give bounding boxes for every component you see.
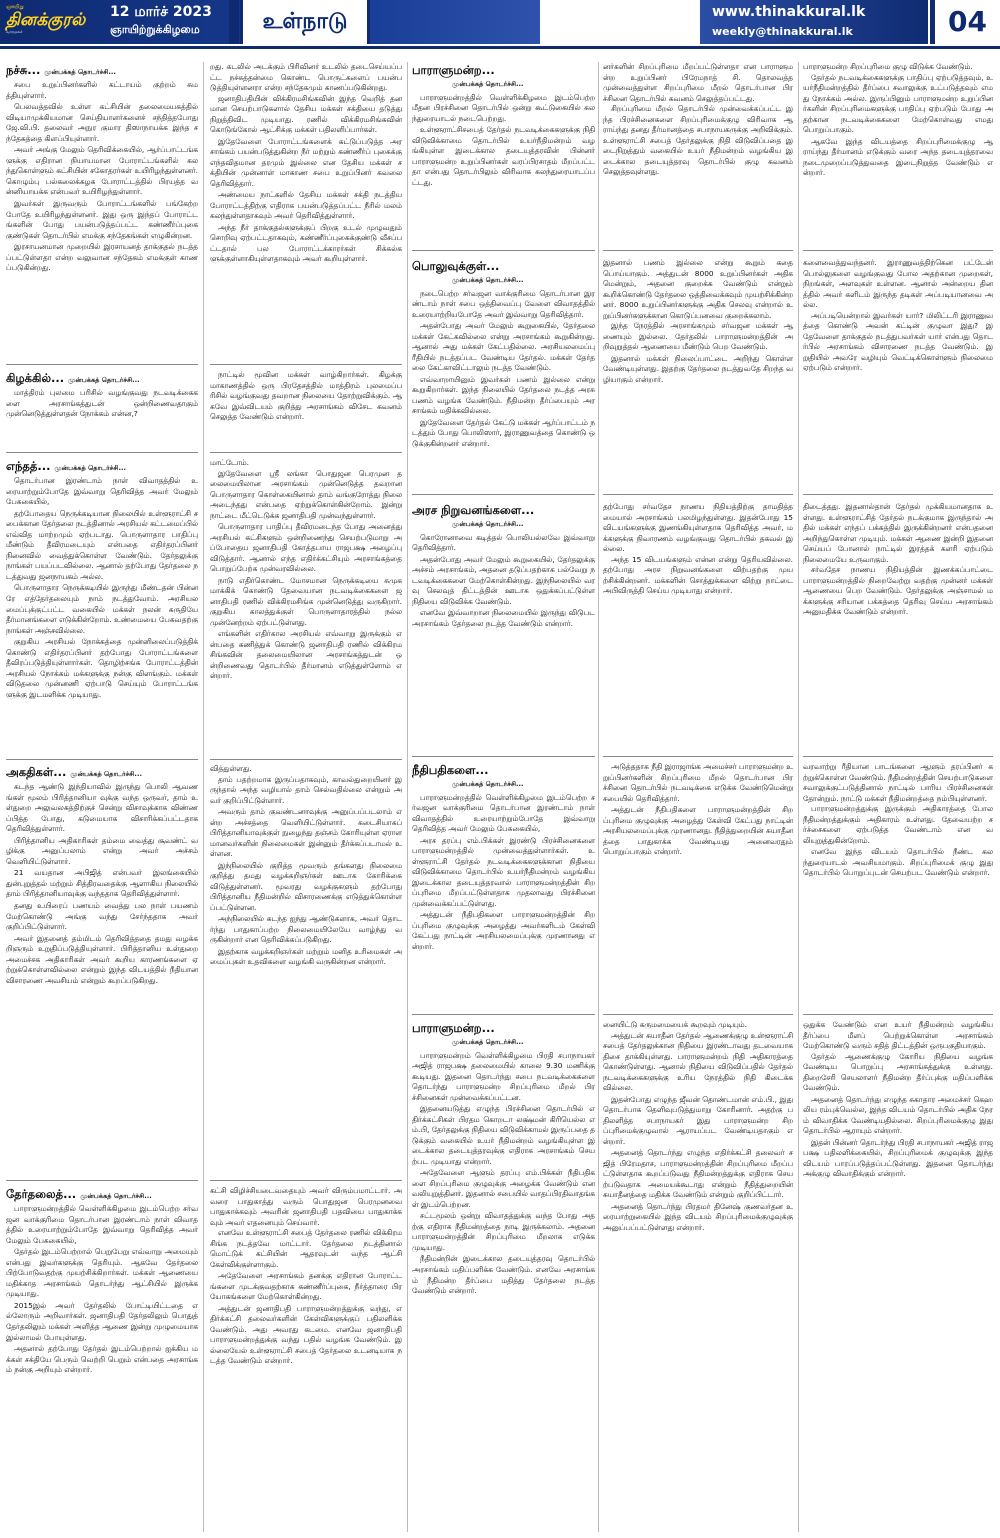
paragraph: அந்த நீர் தாக்குதல்களுக்குப் பிறகு உடல் முழுவதும் சொறிவு ஏற்பட்டதாகவும், கண்ணீர்ப்புகைக்குண்டு வீசப்பட்டதால் பல போராட்டக்காரர்கள் சிக்கல்களுக்குள்ளாகியுள்ளதாகவும் அவர் கூறியுள்ளார். [210, 222, 402, 264]
paragraph: எனவே உள்ளூராட்சி சபைத் தேர்தலை ரணில் விக்கிரமசிங்க நடத்தவே மாட்டார். தேர்தலை நடத்தினால் மொட்டுக் கட்சியின் ஆதரவுடன் வந்த ஆட்சி கேள்விக்குள்ளாகும். [210, 1228, 402, 1269]
story-arasa [412, 502, 595, 702]
paragraph: பொருளாதார பாதிப்பு தீவிரமடைந்த போது அனைத்து அரசியல் கட்சிகளும் ஒன்றிணைந்து செயற்படுமாறு அப்போதைய ஜனாதிபதி கோத்தபாய ராஜபக்ஷ அழைப்பு விடுத்தார். ஆனால் எந்த எதிர்க்கட்சியும் அரசாங்கத்தை பொறுப்பேற்க முன்வரவில்லை. [210, 522, 402, 574]
story-header [412, 1020, 595, 1036]
paragraph: இதற்காக வழக்கறிஞர்கள் மற்றும் மனித உரிமைகள் அமைப்புகள் உதவிகளை வழங்கி வருகின்றன என்றார். [210, 946, 402, 967]
story-continuation [803, 502, 993, 752]
column-2 [210, 62, 402, 1532]
story-title: அகதிகள்... [6, 765, 67, 779]
paragraph: அவர் அங்கு மேலும் தெரிவிக்கையில், ஆர்ப்பாட்டங்களுக்கு எதிரான நியாயமான போராட்டங்களில் கலந்துகொள்ளும் கட்சியின் சகோதரர்கள் உயிரிழந்துள்ளனர். கொழும்பு பல்கலைக்கழக போராட்டத்தில் பிரயத்த வன்னியாயக்க என்பவர் உயிரிழந்துள்ளார். [6, 145, 198, 197]
paragraph: நாடு எதிர்கொண்ட மோசமான நெருக்கடியை சுமுகமாக்கிக் கொண்டு தேவையான நடவடிக்கைகளை ஜனாதிபதி ரணில் விக்கிரமசிங்க முன்னெடுத்து வருகிறார். குறுகிய காலத்துக்குள் பொருளாதாரத்தில் நல்ல முன்னேற்றம் ஏற்பட்டுள்ளது. [210, 575, 402, 627]
story-divider [210, 759, 402, 760]
story-header [6, 764, 198, 780]
paragraph: சிறப்புரிமை மீறல் தொடர்பில் முன்வைக்கப்பட்ட இந்த பிரச்சினைகளை சிறப்புரிமைக்குழு விரிவாக ஆராய்ந்து தனது தீர்மானத்தை சபாநாயகருக்கு அறிவிக்கும். உள்ளூராட்சி சபைத் தேர்தலுக்கு நிதி விடுவிப்பதை இடைநிறுத்தும் வகையில் உயர் நீதிமன்றம் வழங்கிய இடைக்கால தடையுத்தரவு தொடர்பில் குழு கவனம் செலுத்தவுள்ளது. [603, 104, 793, 177]
paragraph: னர்களின் சிறப்புரிமை மீறப்பட்டுள்ளதா என பாராளுமன்ற உறுப்பினர் பிரேமநாத் சி. தொலவத்த முன்வைத்துள்ள சிறப்புரிமை மீறல் தொடர்பான பிரச்சினை தொடர்பில் கவனம் செலுத்தப்பட்டது. [603, 62, 793, 103]
story-divider [6, 759, 198, 760]
website-link[interactable]: www.thinakkural.lk [712, 4, 866, 20]
story-continuation [803, 762, 993, 1010]
continued-label: முன்பக்கத் தொடர்ச்சி... [68, 376, 140, 384]
paragraph: தனது உயிரைப் பணயம் வைத்து பல நாள் பயணம் மேற்கொண்டு அங்கு வந்து சேர்ந்ததாக அவர் குறிப்பிட்டுள்ளார். [6, 901, 198, 932]
story-paaraalu-2 [412, 1020, 595, 1532]
paragraph: இதேவேளை தேர்தல் கேட்டு மக்கள் ஆர்ப்பாட்டம் நடத்தும் போது பொலிஸார், இராணுவத்தை கொண்டு ஒடுக்குகின்றனர் என்றார். [412, 417, 595, 448]
paragraph: தொடர்பான இரண்டாம் நாள் விவாதத்தில் உரையாற்றும்போதே இவ்வாறு தெரிவித்த அவர் மேலும் பேசுகையில், [6, 476, 198, 507]
continued-label: முன்பக்கத் தொடர்ச்சி... [452, 276, 524, 285]
story-header [412, 258, 595, 274]
paragraph: அவர் இதனைத் தம்மிடம் தெரிவித்ததை தமது வழக்கறிஞரும் உறுதிப்படுத்தியுள்ளார். பிரித்தானிய உள்துறை அமைச்சக அதிகாரிகள் அவர் கூறிய காரணங்களை ஏற்றுக்கொள்ளவில்லை என்றும் இந்த விடயத்தில் நீதியான விசாரணை அவசியம் என்றும் கூறப்படுகிறது. [6, 933, 198, 985]
paragraph: ஜனாதிபதியின் விக்கிரமசிங்கவின் இந்த வெறித் தனமான செயற்பாடுகளால் தேசிய மக்கள் சக்தியை தடுத்து நிறுத்திவிட முடியாது. ரணில் விக்கிரமசிங்கவின் கொடுங்கோல் ஆட்சிக்கு மக்கள் பதிலளிப்பார்கள். [210, 93, 402, 135]
paragraph: பாராளுமன்றத்தில் வெள்ளிக்கிழமை இடம்பெற்ற மீதன பிரச்சினை தொடர்பில் ஒன்று கூட்டுகையில் கலந்துரையாடல் நடைபெற்றது. [412, 92, 595, 123]
paragraph: அதன்போது அவர் மேலும் கூறுகையில், தேர்தலை மக்கள் கேட்கவில்லை என்று அரசாங்கம் கூறுகின்றது. ஆனால் அது மக்கள் கேட்பதில்லை. அரசியலமைப்பு ரீதியில் நடத்தப்பட வேண்டிய தேர்தல். மக்கள் தேர்தலை கேட்காவிட்டாலும் நடத்த வேண்டும். [412, 321, 595, 373]
story-divider [412, 494, 595, 495]
paragraph: அதனைத் தொடர்ந்து பிரதமர் தினேஷ் குணவர்தன உரையாற்றுகையில் இந்த விடயம் சிறப்புரிமைக்குழுவுக்கு அனுப்பப்பட்டுள்ளது என்றார். [603, 1201, 793, 1232]
paragraph: வித்துள்ளது. [210, 764, 252, 773]
paragraph: சட்டமூலம் ஒன்று விவாதத்துக்கு வந்த போது அதற்கு எதிராக நீதிமன்றத்தை நாடி இருக்கலாம். அதனை பாராளுமன்றத்தின் சிறப்புரிமை மீறலாக எடுக்க முடியாது. [412, 1211, 595, 1252]
paragraph: தேர்தல் இடம்பெற்றால் பெறுபேறு எவ்வாறு அமையும் என்பது இவர்களுக்கு தெரியும். ஆகவே தேர்தலை பிற்போடுவதற்கு முயற்சிக்கிறார்கள். மக்கள் ஆணையை மதிக்காத அரசாங்கம் தொடர்ந்து ஆட்சியில் இருக்க முடியாது. [6, 1247, 198, 1299]
continued-label: முன்பக்கத் தொடர்ச்சி... [452, 780, 524, 789]
story-body [6, 80, 198, 273]
paragraph: அதன்போது அவர் மேலும் கூறுகையில், தேர்தலுக்கு அச்சம் அரசாங்கம், அதனை தடுப்பதற்காக பல்வேறு நடவடிக்கைகளை மேற்கொள்கின்றது. இந்நிலையில் வரவு செலவுத் திட்டத்தின் ஊடாக ஒதுக்கப்பட்டுள்ள நிதியை விடுவிக்க வேண்டும். [412, 554, 595, 606]
paragraph: அந்நிலையில் கடந்த ஐந்து ஆண்டுகளாக, அவர் தொடர்ந்து பாதுகாப்பற்ற நிலைமையிலேயே வாழ்ந்து வருகின்றார் என தெரிவிக்கப்படுகிறது. [210, 914, 402, 945]
paragraph: இதனால் மக்கள் நிலைப்பாட்டை அறிந்து கொள்ள வேண்டியுள்ளது. இதற்கு தேர்தலை நடத்துவதே சிறந்த வழியாகும் என்றார். [603, 353, 793, 384]
story-header [6, 1186, 198, 1202]
paragraph: பொருளாதார நெருக்கடியில் இருந்து மீண்டதன் பின்னரே எத்தேர்தலையும் நாம் நடத்துவோம். அரசியலமைப்புக்குட்பட்ட வகையில் மக்கள் நலன் கருதியே தீர்மானங்களை எடுக்கின்றோம். உண்மையை பேசுவதற்கு நாங்கள் அஞ்சவில்லை. [6, 583, 198, 635]
paragraph: எனவே இவ்வாறான நிலைமையில் இருந்து விடுபட அரசாங்கம் தேர்தலை நடத்த வேண்டும் என்றார். [412, 608, 595, 628]
story-therthalai [6, 1186, 198, 1532]
paragraph: தற்போது சர்வதேச நாணய நிதியத்திற்கு தாமதித்தமையால் அரசாங்கம் பலமிழந்துள்ளது. இதன்போது 15 விடயங்களுக்கு இணங்கியுள்ளதாக தெரிவித்த அவர், மக்களுக்கு நிவாரணம் வழங்குவது தொடர்பில் தகவல் இல்லை. [603, 502, 793, 554]
paragraph: அத்துடன் நீதிபதிகளை பாராளுமன்றத்தின் சிறப்புரிமை குழுவுக்கு அழைத்து கேள்வி கேட்பது நாட்டின் அரசியலமைப்புக்கு முரணானது. நீதித்துறையின் சுயாதீனத்தை பாதுகாக்க வேண்டியது அனைவரதும் பொறுப்பாகும் என்றார். [603, 805, 793, 857]
paragraph: பாராளுமன்றம் வெள்ளிக்கிழமை பிரதி சபாநாயகர் அஜித் ராஜபக்ஷ தலைமையில் காலை 9.30 மணிக்கு கூடியது. இதனை தொடர்ந்து சபை நடவடிக்கைகளை தொடர்ந்து பாராளுமன்ற சிறப்புரிமை மீறல் பிரச்சினைகள் முன்வைக்கப்பட்டன. [412, 1050, 595, 1102]
masthead-rule [0, 46, 1000, 49]
continued-label: முன்பக்கத் தொடர்ச்சி... [452, 1038, 524, 1047]
paragraph: களைவைத்துவந்தனர். இராணுவத்திற்கென பட்டேன் பொல்லுகளை வழங்குவது போல அதற்கான முறைகள், நிறங்கள், அளவுகள் உள்ளன. ஆனால் அன்றைய தினத்தில் அவர் களிடம் இருந்த தடிகள் அப்படியானவை அல்ல. [803, 258, 993, 310]
logo-main-text: தினக்குரல் [6, 10, 86, 31]
issue-date: 12 மார்ச் 2023 [110, 4, 212, 20]
story-divider [412, 1014, 595, 1015]
story-divider [803, 494, 993, 495]
story-title: பொலுவுக்குள்... [412, 259, 500, 273]
paragraph: அவரும் தாம் குவண்டனாவுக்கு அனுப்பப்படலாம் என்ற அச்சத்தை வெளியிட்டுள்ளார். கடைசியாகப் பிரித்தானியாவுக்குள் நுழைந்து தஞ்சம் கோரியுள்ள ஏராளமானவர்களின் நிலைமைகள் இன்னும் தீர்க்கப்படாமல் உள்ளன. [210, 807, 402, 859]
story-header [412, 62, 595, 78]
story-divider [210, 1180, 402, 1181]
paragraph: அதனால் தற்போது தேர்தல் இடம்பெற்றால் ஐக்கிய மக்கள் சக்தியே பெரும் வெற்றி பெறும் என்பதை அரசாங்கம் நன்கு அறியும் என்றார். [6, 1344, 198, 1375]
story-neethi [412, 762, 595, 1002]
paragraph: இந்த நேரத்தில் அரசாங்கமும் சர்வஜன மக்கள் ஆணையும் இல்லை. தேர்தலில் பாராளுமன்றத்தின் அறிவுறுத்தல் ஆணையை மீண்டும் பெற வேண்டும். [603, 321, 793, 352]
paragraph: இதன்போது எழுந்த ஜீவன் தொண்டமான் எம்.பி., இது தொடர்பாக தெளிவுபடுத்துமாறு கோரினார். அதற்கு பதிலளித்த சபாநாயகர் இது பாராளுமன்ற சிறப்புரிமைக்குழுவால் ஆராயப்பட வேண்டியதாகும் என்றார். [603, 1094, 793, 1146]
paragraph: றது. கடலில் அடக்கும் பிரிவினர் உடலில் தடைசெய்யப்பட்ட நச்சுத்தன்மை கொண்ட பொருட்களைப் பயன்படுத்தியுள்ளனரா என்ற சந்தேகமும் காணப்படுகின்றது. [210, 62, 402, 93]
story-divider [803, 250, 993, 251]
paragraph: எவ்வாறாயினும் இவர்கள் பணம் இல்லை என்று கூறுகிறார்கள். இந்த நிலையில் தேர்தலை நடத்த அரசு பணம் வழங்க வேண்டும். நீதிமன்ற தீர்ப்பையும் அரசாங்கம் மதிக்கவில்லை. [412, 374, 595, 416]
story-title: நீதிபதிகளை... [412, 763, 489, 777]
paragraph: அத்துடன் ஜனாதிபதி பாராளுமன்றத்துக்கு வந்து, எதிர்க்கட்சி தலைவர்களின் கேள்விகளுக்குப் பதிலளிக்க வேண்டும். அது அவரது கடமை. எனவே ஜனாதிபதி பாராளுமன்றத்துக்கு வந்து பதில் வழங்க வேண்டும். இல்லையேல் உள்ளூராட்சி சபைத் தேர்தலை உடனடியாக நடத்த வேண்டும் என்றார். [210, 1303, 402, 1366]
story-divider [6, 364, 198, 365]
story-continuation [603, 258, 793, 494]
paragraph: அந்த 15 விடயங்களும் என்ன என்று தெரியவில்லை. தற்போது அரச நிறுவனங்களை விற்பதற்கு முயற்சிக்கின்றனர். மக்களின் சொத்துக்களை விற்று நாட்டை அபிவிருத்தி செய்ய முடியாது என்றார். [603, 554, 793, 596]
story-continuation [803, 62, 993, 246]
paragraph: 2015இல் அவர் தேர்தலில் போட்டியிட்டதை எல்லோரும் அறிவார்கள். ஜனாதிபதி தேர்தலிலும் பொதுத் தேர்தலிலும் மக்கள் அளித்த ஆணை இன்று முழுமையாக இல்லாமல் போயுள்ளது. [6, 1300, 198, 1342]
paragraph: சபை உறுப்பினர்களில் கட்டாயம் குற்றம் சுமத்தியுள்ளார். [6, 80, 198, 100]
column-3 [412, 62, 595, 1532]
logo-small-text: ஞாயிறு [6, 4, 24, 10]
paragraph: எனவே இந்த விடயம் தொடர்பில் நீண்ட கலந்துரையாடல் அவசியமாகும். சிறப்புரிமைக் குழு இது தொடர்பில் பொறுப்புடன் செயற்பட வேண்டும் என்றார். [803, 847, 993, 878]
paragraph: கடந்த ஆண்டு இந்தியாவில் இருந்து பொலி ஆவணங்கள் மூலம் பிரித்தானியா வுக்கு வந்த ஒருவர், தாம் உள்துறை அலுவலகத்திற்குச் சென்று விசாவுக்காக விண்ணப்பித்த போது, கடுமையாக விசாரிக்கப்பட்டதாக தெரிவித்துள்ளார். [6, 782, 198, 834]
paragraph: அப்படியென்றால் இவர்கள் யார்? மிலிட்டரி இராணுவத்தை கொண்டு அவன் கட்டின் குழுவா இது? இதேவேளை தாக்குதல் நடத்துபவர்கள் யார் என்பது தொடர்பில் அரசாங்கம் விசாரணை நடத்த வேண்டும். இறுதியில் அவரே வழியும் வெட்டிக்கொள்ளும் நிலைமை ஏற்படும் என்றார். [803, 310, 993, 373]
story-continuation [210, 764, 402, 1176]
paragraph: மாத்திரம் புலமை பரிசில் வழங்குவது நடவடிக்கைகளை அரசாங்கத்துடன் ஒன்றிணைவதாகும் முன்னெடுத்துள்ளதன் நோக்கம் என்ன,? [6, 388, 198, 419]
story-nachcha [6, 62, 198, 320]
column-1 [6, 62, 198, 1532]
paragraph: நீதிமன்றின் இடைக்கால தடையுத்தரவு தொடர்பில் அரசாங்கம் மதிப்பளிக்க வேண்டும். எனவே அரசாங்கம் நீதிமன்ற தீர்ப்பை மதித்து தேர்தலை நடத்த வேண்டும் என்றார். [412, 1254, 595, 1296]
paragraph: மாட்டோம். [210, 458, 249, 467]
paragraph: இவர்கள் இருவரும் போராட்டங்களில் பங்கேற்ற போதே உயிரிழந்துள்ளனர். இது ஒரு இந்தப் போராட்டங்களின் போது பயன்படுத்தப்பட்ட கண்ணீர்ப்புகை குண்டுகள் தொடர்பில் எமக்கு சந்தேகங்கள் எழுகின்றன. [6, 199, 198, 240]
paragraph: இதனால் பணம் இல்லை என்று கூறும் கதை பொய்யாகும். அத்துடன் 8000 உறுப்பினர்கள் அதிகமென்றும், அதனை குறைக்க வேண்டும் என்றும் கூறிக்கொண்டு தேர்தலை ஒத்திவைக்கவும் முயற்சிக்கின்றனர். 8000 உறுப்பினர்களுக்கு அதிக செலவு என்றால் உறுப்பினர்களுக்கான கொடுப்பனவை குறைக்கலாம். [603, 258, 793, 320]
story-title: கிழக்கில்... [6, 371, 65, 385]
continued-label: முன்பக்கத் தொடர்ச்சி... [54, 464, 126, 472]
story-divider [603, 250, 793, 251]
column-divider [798, 62, 799, 1532]
paragraph: தாம் பதற்றமாக இருப்பதாகவும், காவல்துறையினர் இருந்தால் அந்த வழியால் தாம் செல்வதில்லை என்றும் அவர் குறிப்பிட்டுள்ளார். [210, 774, 402, 805]
story-polovukkul [412, 258, 595, 494]
paragraph: ஒதுக்க வேண்டும் என உயர் நீதிமன்றம் வழங்கிய தீர்ப்பை மீளப் பெற்றுக்கொள்ள அரசாங்கம் மேற்கொண்டு வரும் சதித் திட்டத்தின் ஒருபகுதியாகும். [803, 1020, 993, 1051]
paragraph: சர்வதேச நாணய நிதியத்தின் இணக்கப்பாட்டை பாராளுமன்றத்தில் நிறைவேற்று வதற்கு முன்னர் மக்கள் ஆணையை பெற வேண்டும். தேர்தலுக்கு அஞ்சாமல் மக்களுக்கு சரியான பக்கத்தை தெரிவு செய்ய அரசாங்கம் அனுமதிக்க வேண்டும் என்றார். [803, 565, 993, 617]
paragraph: திடைத்தது. இதனால்தான் தேர்தல் முக்கியமானதாக உள்ளது. உள்ளூராட்சித் தேர்தல் நடக்குமாக இருந்தால் அதில் மக்கள் எந்தப் பக்கத்தில் இருக்கின்றனர் என்பதனை அறிந்துகொள்ள முடியும். மக்கள் ஆணை இன்றி இதனை செய்யப் போனால் நாட்டில் இரத்தக் களரி ஏற்படும் நிலைமையே உருவாகும். [803, 502, 993, 564]
masthead [0, 0, 1000, 56]
story-divider [6, 452, 198, 453]
paragraph: பாராளுமன்றத்தில் வெள்ளிக்கிழமை இடம்பெற்ற சர்வஜன வாக்குரிமை தொடர்பான இரண்டாம் நாள் விவாதத்தில் உரையாற்றும்போதே இவ்வாறு தெரிவித்த அவர் மேலும் பேசுகையில், [6, 1204, 198, 1245]
column-4 [603, 62, 793, 1532]
paragraph: பிரித்தானிய அதிகாரிகள் தம்மை வைத்து சூவண்ட் வழிக்கு அனுப்பலாம் என்று அவர் அச்சம் வெளியிட்டுள்ளார். [6, 835, 198, 866]
story-akathigal [6, 764, 198, 1219]
paragraph: கட்சி விழிச்சியடைவதையும் அவர் விரும்பமாட்டார். அவரை பாதுகாத்து வரும் பொதுஜன பெரமுனவை பாதுகாக்கவும் அவரின் ஜனாதிபதி பதவியை பாதுகாக்கவும் அவர் எதனையும் செய்வார். [210, 1186, 402, 1227]
column-divider [407, 62, 408, 1532]
story-continuation [803, 258, 993, 494]
story-continuation [210, 1186, 402, 1532]
paragraph: இரசாயனமான முறையில் இரசாயனத் தாக்குதல் நடத்தப்பட்டுள்ளதா என்ற வலுவான சந்தேகம் எமக்குள் காணப்படுகின்றது. [6, 242, 198, 273]
paragraph: அதேவேளை அரசாங்கம் தனக்கு எதிரான போராட்டங்களை முடக்குவதற்காக கண்ணீர்ப்புகை, நீர்த்தாரை பிரயோகங்களை மேற்கொள்கின்றது. [210, 1271, 402, 1302]
paragraph: தேர்தல் நடவடிக்கைகளுக்கு பாதிப்பு ஏற்படுத்தவும், உயர்நீதிமன்றத்தில் தீர்ப்பை சவாலுக்கு உட்படுத்தவும் எமது நோக்கம் அல்ல. இருப்பினும் பாராளுமன்ற உறுப்பினர்களின் சிறப்புரிமைகளுக்கு பாதிப்பு ஏற்படும் போது அதற்கான நடவடிக்கைகளை மேற்கொள்வது எமது பொறுப்பாகும். [803, 72, 993, 135]
paragraph: அத்துடன் சுயாதீன தேர்தல் ஆணைக்குழு உள்ளூராட்சி சபைத் தேர்தலுக்கான நிதியை இரண்டாவது தடவையாக திசை தாக்கியுள்ளது. பாராளுமன்றம் நிதி அதிகாரத்தை கொண்டுள்ளது. ஆனால் நிதியை விடுவிப்பதில் தேர்தல் நடவடிக்கைகளுக்கு உரிய நேரத்தில் நிதி கிடைக்கவில்லை. [603, 1030, 793, 1093]
issue-day: ஞாயிற்றுக்கிழமை [110, 23, 200, 36]
story-continuation [603, 762, 793, 1010]
story-divider [603, 494, 793, 495]
column-5 [803, 62, 993, 1532]
paragraph: அதனைத் தொடர்ந்து எழுந்த எதிர்க்கட்சி தலைவர் சஜித் பிரேமதாச, பாராளுமன்றத்தின் சிறப்புரிமை மீறப்பட்டுள்ளதாக கூறப்படுவது நீதிமன்றத்துக்கு எதிராக செயற்படுவதாக அமையக்கூடாது என்றும் நீதித்துறையின் சுயாதீனத்தை மதிக்க வேண்டும் என்றும் குறிப்பிட்டார். [603, 1148, 793, 1200]
paragraph: அடுத்ததாக நீதி இராஜாங்க அமைச்சர் பாராளுமன்ற உறுப்பினர்களின் சிறப்புரிமை மீறல் தொடர்பான பிரச்சினை தொடர்பில் நடவடிக்கை எடுக்க வேண்டுமென்று சபையில் தெரிவித்தார். [603, 762, 793, 803]
story-continuation [210, 458, 402, 756]
paragraph: இதேவேளை ஸ்ரீ லங்கா பொதுஜன பெரமுன தலைமையிலான அரசாங்கம் முன்னெடுத்த தவறான பொருளாதார கொள்கையினால் தாம் வங்குரோத்து நிலை அடைந்தது என்பதை ஏற்றுக்கொள்கின்றோம். இன்று நாட்டை மீட்டெடுக்க ஜனாதிபதி முன்வந்துள்ளார். [210, 468, 402, 520]
story-continuation [210, 370, 402, 450]
story-continuation [210, 62, 402, 358]
story-header [412, 502, 595, 518]
continued-label: முன்பக்கத் தொடர்ச்சி... [44, 68, 116, 76]
email-link[interactable]: weekly@thinakkural.lk [712, 25, 853, 38]
story-divider [412, 756, 595, 757]
paragraph: வரவாற்று ரீதியான பாடங்களை ஆளும் தரப்பினர் கற்றுக்கொள்ள வேண்டும். நீதிமன்றத்தின் செயற்பாடுகளை சவாலுக்குட்படுத்தினால் நாட்டில் பாரிய பிரச்சினைகள் தோன்றும். நாட்டு மக்கள் நீதிமன்றத்தை நம்பியுள்ளனர். [803, 762, 993, 803]
paragraph: அண்மைய நாட்களில் தேசிய மக்கள் சக்தி நடத்திய போராட்டத்திற்கு எதிராக பயன்படுத்தப்பட்ட நீரில் மலம் கலந்துள்ளதாகவும் அவர் தெரிவித்துள்ளார். [210, 190, 402, 221]
page-number: 04 [930, 0, 1000, 44]
story-divider [603, 1014, 793, 1015]
paragraph: நடைபெற்ற சர்வஜன வாக்குரிமை தொடர்பான இரண்டாம் நாள் சபை ஒத்திவைப்பு வேளை விவாதத்தில் உரையாற்றியபோதே அவர் இவ்வாறு தெரிவித்தார். [412, 288, 595, 319]
story-divider [412, 250, 595, 251]
paragraph: நாட்டில் மூவின மக்கள் வாழ்கிறார்கள். கிழக்கு மாகாணத்தில் ஒரு பிரதேசத்தில் மாத்திரம் புலமைப்பரிசில் வழங்குவது தவறான நிலையை தோற்றுவிக்கும். ஆகவே இவ்விடயம் குறித்து அரசாங்கம் விசேட கவனம் செலுத்த வேண்டும் என்றார். [210, 370, 402, 422]
story-header [6, 370, 198, 386]
continued-label: முன்பக்கத் தொடர்ச்சி... [452, 520, 524, 529]
story-title: நச்சு... [6, 63, 41, 77]
paragraph: தற்போதைய நெருக்கடியான நிலையில் உள்ளூராட்சி சபைக்கான தேர்தலை நடத்தினால் அரசியல் கட்டமைப்பில் எவ்வித மாற்றமும் ஏற்படாது. பொருளாதார பாதிப்பு மீண்டும் தீவிரமடையும் என்பதை எதிர்தரப்பினர் நினைவில் வைத்துக்கொள்ள வேண்டும். தேர்தலுக்கு நாங்கள் பயப்படவில்லை. ஆனால் தற்போது தேர்தலை நடத்துவது ஜனநாயகம் அல்ல. [6, 508, 198, 581]
paragraph: அதனைத் தொடர்ந்து எழுந்த சுகாதார அமைச்சர் கெஹலிய ரம்புக்வெல்ல, இந்த விடயம் தொடர்பில் அதிக நேரம் விவாதிக்க வேண்டியதில்லை. சிறப்புரிமைக்குழு இது தொடர்பில் ஆராயும் என்றார். [803, 1094, 993, 1136]
story-header [412, 762, 595, 778]
story-title: பாராளுமன்ற... [412, 1021, 495, 1035]
paragraph: பாராளுமன்றத்தில் வெள்ளிக்கிழமை இடம்பெற்ற சர்வஜன வாக்குரிமை தொடர்பான இரண்டாம் நாள் விவாதத்தில் உரையாற்றும்போதே இவ்வாறு தெரிவித்த அவர் மேலும் பேசுகையில், [412, 792, 595, 834]
story-paaraalu-1 [412, 62, 595, 246]
story-divider [803, 1014, 993, 1015]
story-divider [803, 756, 993, 757]
paragraph: பாராளுமன்றத்துக்கு இருக்கும் அதிகாரத்தை போல நீதிமன்றத்துக்கும் அதிகாரம் உள்ளது. தேவையற்ற சர்ச்சைகளை ஏற்படுத்த வேண்டாம் என வலியுறுத்துகின்றோம். [803, 804, 993, 845]
story-divider [6, 1180, 198, 1181]
story-title: தேர்தலைத்... [6, 1187, 77, 1201]
story-divider [603, 756, 793, 757]
continued-label: முன்பக்கத் தொடர்ச்சி... [80, 1192, 152, 1200]
paragraph: அரச தரப்பு எம்.பிக்கள் இரண்டு பிரச்சினைகளை பாராளுமன்றத்தில் முன்வைத்துள்ளார்கள். உள்ளூராட்சி தேர்தல் நடவடிக்கைகளுக்கான நிதியை விடுவிக்காமை தொடர்பில் உயர்நீதிமன்றம் வழங்கிய இடைக்கால தடையுத்தரவால் பாராளுமன்றத்தின் சிறப்புரிமை மீறப்பட்டுள்ளதாக முதலாவது பிரச்சினை முன்வைக்கப்பட்டுள்ளது. [412, 835, 595, 908]
column-divider [598, 62, 599, 1532]
logo-sub-text: வாரமலர் [6, 29, 23, 35]
paragraph: னையிட்டு கருமமையைக் கூறவும் முடியும். [603, 1020, 747, 1029]
story-continuation [603, 62, 793, 246]
paragraph: இதனையடுத்து எழுந்த பிரச்சினை தொடர்பில் எதிர்க்கட்சிகள் பிரதம கொறடா லக்ஷ்மன் கிரியெல்ல எம்.பி, தேர்தலுக்கு நிதியை விடுவிக்காமல் இருப்பதை தடுக்கும் வகையில் உயர் நீதிமன்றம் வழங்கியுள்ள இடைக்கால தடையுத்தரவுக்கு எதிராக அரசாங்கம் செயற்பட முடியாது என்றார். [412, 1104, 595, 1166]
paragraph: இதேவேளை போராட்டங்களைக் கட்டுப்படுத்த அரசாங்கம் பயன்படுத்துகின்ற நீர் மற்றும் கண்ணீர்ப் புகைக்கு எந்தவிதமான தரமும் இல்லை என தேசிய மக்கள் சக்தியின் முன்னாள் மாகாண சபை உறுப்பினர் கவலை தெரிவித்தார். [210, 136, 402, 188]
section-title: உள்நாடு [240, 0, 370, 44]
paragraph: எங்களின் எதிர்கால அரசியல் எவ்வாறு இருக்கும் என்பதை கணித்துக் கொண்டு ஜனாதிபதி ரணில் விக்கிரமசிங்கவின் தலைமையிலான அரசாங்கத்துடன் ஒன்றிணைவது தொடர்பில் தீர்மானம் எடுத்துள்ளோம் என்றார். [210, 629, 402, 681]
story-divider [210, 452, 402, 453]
story-header [6, 62, 198, 78]
story-divider [210, 364, 402, 365]
paragraph: இதன் பின்னர் தொடர்ந்து பிரதி சபாநாயகர் அஜித் ராஜபக்ஷ பதிலளிக்கையில், சிறப்புரிமைக் குழுவுக்கு இந்த விடயம் பாரப்படுத்தப்பட்டுள்ளது. இதனை தொடர்ந்து அக்குழு விவாதிக்கும் என்றார். [803, 1137, 993, 1179]
paragraph: அதேவேளை ஆளும் தரப்பு எம்.பிக்கள் நீதிபதிகளை சிறப்புரிமை குழுவுக்கு அழைக்க வேண்டும் என வலியுறுத்தினர். இதனால் சபையில் வாதப்பிரதிவாதங்கள் இடம்பெற்றன. [412, 1168, 595, 1209]
story-continuation [603, 502, 793, 752]
paragraph: அத்துடன் நீதிபதிகளை பாராளுமன்றத்தின் சிறப்புரிமை குழுவுக்கு அழைத்து அவர்களிடம் கேள்வி கேட்பது நாட்டின் அரசியலமைப்புக்கு முரணானது என்றார். [412, 910, 595, 951]
paragraph: இந்நிலையில் குறித்த மூவரும் தங்களது நிலைமை குறித்து தமது வழக்கறிஞர்கள் ஊடாக கோரிக்கை விடுத்துள்ளனர். மூவரது வழக்குகளும் தற்போது பிரித்தானிய நீதிமன்றில் விசாரணைக்கு எடுத்துக்கொள்ளப்பட்டுள்ளன. [210, 860, 402, 912]
story-kizhakkil [6, 370, 198, 450]
continued-label: முன்பக்கத் தொடர்ச்சி... [452, 80, 524, 89]
paragraph: பெலவத்தவில் உள்ள கட்சியின் தலைமையகத்தில் விடியாமுக்கியமான செய்தியாளர்களைச் சந்தித்தபோது ஜே.வி.பி. தலைவர் அநுர குமார திஸாநாயக்க இந்த சந்தேகத்தை கிளப்பியுள்ளார். [6, 102, 198, 143]
paragraph: 21 வயதான அபிஜித் என்பவர் இலங்கையில் துன்புறுத்தல் மற்றும் சித்திரவதைக்கு ஆளாகிய நிலையில் தாம் பிரித்தானியாவுக்கு வந்ததாக தெரிவித்துள்ளார். [6, 868, 198, 899]
newspaper-logo[interactable] [6, 4, 86, 40]
paragraph: தேர்தல் ஆணைக்குழு கோரிய நிதியை வழங்க வேண்டிய பொறுப்பு அரசாங்கத்துக்கு உள்ளது. திறைசேரி செயலாளர் நீதிமன்ற தீர்ப்புக்கு மதிப்பளிக்க வேண்டும். [803, 1051, 993, 1093]
story-continuation [603, 1020, 793, 1532]
story-title: பாராளுமன்ற... [412, 63, 495, 77]
story-header [6, 458, 198, 474]
column-divider [203, 62, 204, 1532]
paragraph: குறுகிய அரசியல் நோக்கத்தை முன்னிலைப்படுத்திக் கொண்டு எதிர்தரப்பினர் தற்போது போராட்டங்களை தீவிரப்படுத்தியுள்ளார்கள். தொழிற்சங்க போராட்டத்தின் அரசியல் நோக்கம் மக்களுக்கு நன்கு விளங்கும். மக்கள் விடுதலை முன்னணி ஏற்பாடு செய்யும் போராட்டங்களுக்கு இடமளிக்க முடியாது. [6, 637, 198, 699]
continued-label: முன்பக்கத் தொடர்ச்சி... [70, 770, 142, 778]
paragraph: பாராளுமன்ற சிறப்புரிமை குழு விடுக்க வேண்டும். [803, 62, 973, 71]
story-title: அரச நிறுவனங்களை... [412, 503, 535, 517]
story-continuation [803, 1020, 993, 1532]
paragraph: உள்ளூராட்சிசபைத் தேர்தல் நடவடிக்கைகளுக்கு நிதி விடுவிக்காமை தொடர்பில் உயர்நீதிமன்றம் வழங்கியுள்ள இடைக்கால தடையுத்தரவின் பின்னர் பாராளுமன்ற உறுப்பினர்கள் வரப்பிரசாதம் மீறப்பட்டதா என்பது தொடர்பிலும் விரிவாக கலந்துரையாடப்பட்டது. [412, 125, 595, 187]
story-title: எந்தத்... [6, 459, 51, 473]
paragraph: கொரோனாவை கடித்தல் பொலியல்லவே இவ்வாறு தெரிவித்தார். [412, 532, 595, 553]
paragraph: ஆகவே இந்த விடயத்தை சிறப்புரிமைக்குழு ஆராய்ந்து தீர்மானம் எடுக்கும் வரை அந்த தடையுத்தரவை நடைமுறைப்படுத்துவதை இடைநிறுத்த வேண்டும் என்றார். [803, 136, 993, 178]
